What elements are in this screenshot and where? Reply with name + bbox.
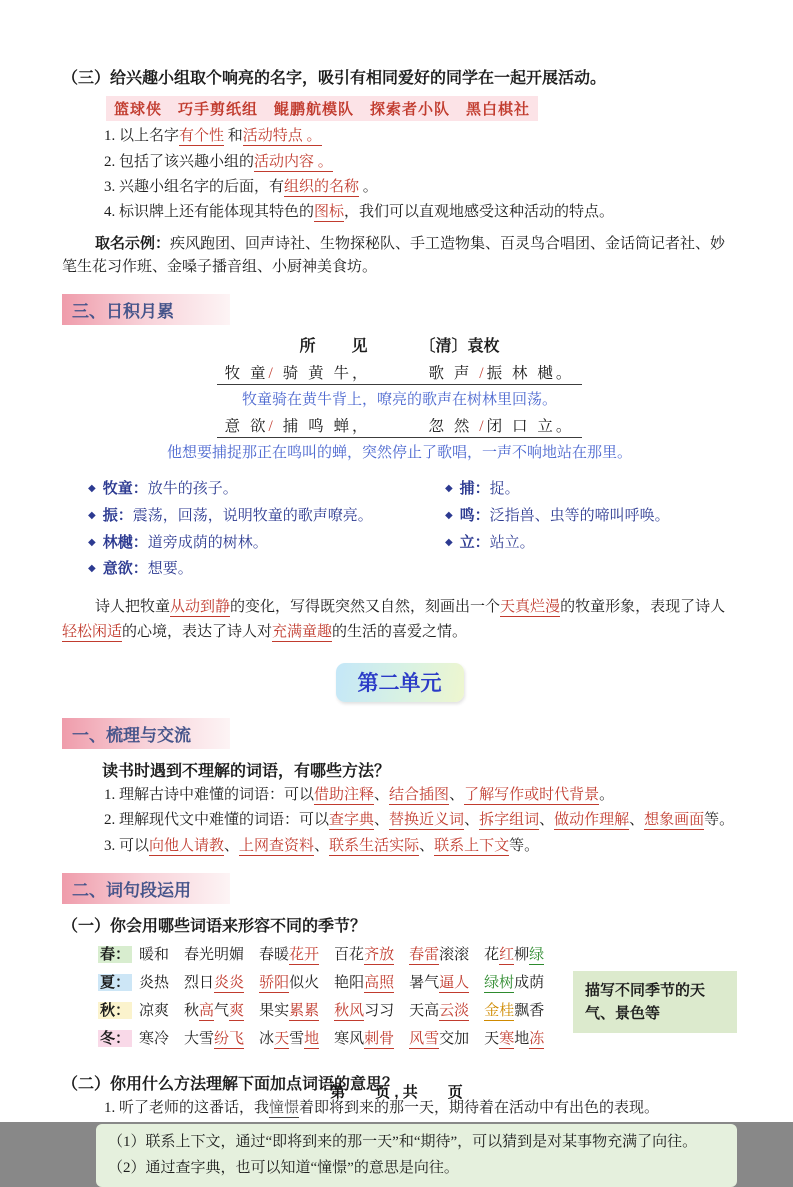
diamond-bullet-icon: ◆ (88, 563, 96, 575)
s1-item-3: 3. 可以向他人请教、上网查资料、联系生活实际、联系上下文等。 (104, 837, 540, 854)
definition-term: 捕： (459, 481, 490, 498)
section3-heading: （三）给兴趣小组取个响亮的名字，吸引有相同爱好的同学在一起开展活动。 (62, 70, 607, 87)
section3-item-4: 4. 标识牌上还有能体现其特色的图标，我们可以直观地感受这种活动的特点。 (104, 203, 615, 220)
example-text: 疾风跑团、回声诗社、生物探秘队、手工造物集、百灵鸟合唱团、金话筒记者社、妙笔生花习作班、金嗓子播音组、小厨神美食坊。 (62, 236, 726, 275)
s2-item-1: 1. 听了老师的这番话，我憧憬着即将到来的那一天，期待着在活动中有出色的表现。 (104, 1099, 660, 1116)
poem-title-row (62, 333, 737, 356)
definition-term: 振： (102, 507, 133, 524)
definition-term: 牧童： (102, 481, 148, 498)
answer-line-2: （2）通过查字典，也可以知道“憧憬”的意思是向往。 (108, 1159, 459, 1176)
poem-line-1-row (62, 361, 737, 385)
definition-term: 立： (459, 534, 490, 551)
season-label-summer: 夏： (100, 973, 131, 991)
definition-text: 站立。 (489, 534, 535, 551)
unit-2-badge: 第二单元 (336, 663, 464, 702)
diamond-bullet-icon: ◆ (88, 536, 96, 548)
definition-row (88, 476, 445, 503)
definition-text: 放牛的孩子。 (147, 481, 238, 498)
poem-explanation-2: 他想要捕捉那正在鸣叫的蝉，突然停止了歌唱，一声不响地站在那里。 (166, 445, 632, 462)
s2-question-1: （一）你会用哪些词语来形容不同的季节？ (62, 917, 367, 935)
answer-line-1: （1）联系上下文，通过“即将到来的那一天”和“期待”，可以猜到是对某事物充满了向往。 (108, 1134, 698, 1151)
diamond-bullet-icon: ◆ (88, 509, 96, 521)
season-words-spring: 暖和 春光明媚 春暖花开 百花齐放 春雷滚滚 花红柳绿 (139, 946, 545, 963)
definition-term: 意欲： (102, 561, 148, 578)
example-label: 取名示例： (95, 235, 171, 253)
season-label-autumn: 秋： (100, 1001, 131, 1019)
definition-row (445, 476, 737, 503)
poem-author: 〔清〕袁枚 (419, 338, 500, 356)
definitions-left-column (88, 476, 445, 583)
definition-row (445, 503, 737, 530)
definition-row (88, 530, 445, 557)
page-footer: 第 页 , 共 页 (330, 1084, 463, 1101)
group-names-highlight: 篮球侠 巧手剪纸组 鲲鹏航模队 探索者小队 黑白棋社 (106, 96, 538, 121)
s1-item-1: 1. 理解古诗中难懂的词语：可以借助注释、结合插图、了解写作或时代背景。 (104, 787, 615, 804)
definitions-right-column (445, 476, 737, 583)
s1-item-2: 2. 理解现代文中难懂的词语：可以查字典、替换近义词、拆字组词、做动作理解、想象画面等。 (104, 812, 735, 829)
definition-row (88, 556, 445, 583)
season-note-box: 描写不同季节的天气、景色等 (573, 971, 737, 1034)
seasons-block (62, 941, 737, 1053)
poem-title: 所 见 (299, 338, 378, 356)
section-header-words-sentences: 二、词句段运用 (62, 873, 230, 904)
definition-term: 鸣： (459, 507, 490, 524)
season-words-winter: 寒冷 大雪纷飞 冰天雪地 寒风刺骨 风雪交加 天寒地冻 (139, 1030, 545, 1047)
definition-text: 捉。 (489, 481, 520, 498)
season-row-spring (98, 941, 737, 969)
poem-line-1: 牧 童/ 骑 黄 牛， 歌 声 /振 林 樾。 (217, 361, 583, 385)
poem-block (62, 333, 737, 462)
section-header-sorting-exchange: 一、梳理与交流 (62, 718, 230, 749)
diamond-bullet-icon: ◆ (444, 483, 453, 495)
season-words-autumn: 凉爽 秋高气爽 果实累累 秋风习习 天高云淡 金桂飘香 (139, 1002, 545, 1019)
season-label-spring: 春： (100, 945, 131, 963)
definition-row (88, 503, 445, 530)
diamond-bullet-icon: ◆ (444, 536, 453, 548)
s1-question: 读书时遇到不理解的词语，有哪些方法？ (102, 763, 391, 781)
diamond-bullet-icon: ◆ (88, 483, 96, 495)
definitions-block (62, 476, 737, 583)
section3-item-1: 1. 以上名字有个性 和活动特点 。 (104, 128, 322, 145)
definition-row (445, 530, 737, 557)
poem-line-2-row (62, 414, 737, 438)
poem-summary-paragraph: 诗人把牧童从动到静的变化，写得既突然又自然，刻画出一个天真烂漫的牧童形象，表现了诗人轻松闲适的心境，表达了诗人对充满童趣的生活的喜爱之情。 (62, 598, 726, 641)
answer-box (96, 1124, 737, 1187)
diamond-bullet-icon: ◆ (444, 509, 453, 521)
poem-line-2: 意 欲/ 捕 鸣 蝉， 忽 然 /闭 口 立。 (217, 414, 583, 438)
section3-item-2: 2. 包括了该兴趣小组的活动内容 。 (104, 153, 333, 170)
definition-text: 泛指兽、虫等的啼叫呼唤。 (489, 507, 670, 524)
definition-text: 想要。 (147, 561, 193, 578)
definition-text: 道旁成荫的树林。 (147, 534, 268, 551)
naming-example-paragraph (62, 233, 737, 278)
poem-explanation-1: 牧童骑在黄牛背上，嘹亮的歌声在树林里回荡。 (241, 392, 557, 409)
season-words-summer: 炎热 烈日炎炎 骄阳似火 艳阳高照 暑气逼人 绿树成荫 (139, 974, 545, 991)
section3-item-3: 3. 兴趣小组名字的后面，有组织的名称 。 (104, 178, 378, 195)
s2-question-2: （二）你用什么方法理解下面加点词语的意思？ (62, 1075, 399, 1093)
unit-badge-row (62, 663, 737, 702)
definition-text: 震荡，回荡，说明牧童的歌声嘹亮。 (132, 507, 373, 524)
season-label-winter: 冬： (100, 1029, 131, 1047)
definition-term: 林樾： (102, 534, 148, 551)
section-header-accumulation: 三、日积月累 (62, 294, 230, 325)
